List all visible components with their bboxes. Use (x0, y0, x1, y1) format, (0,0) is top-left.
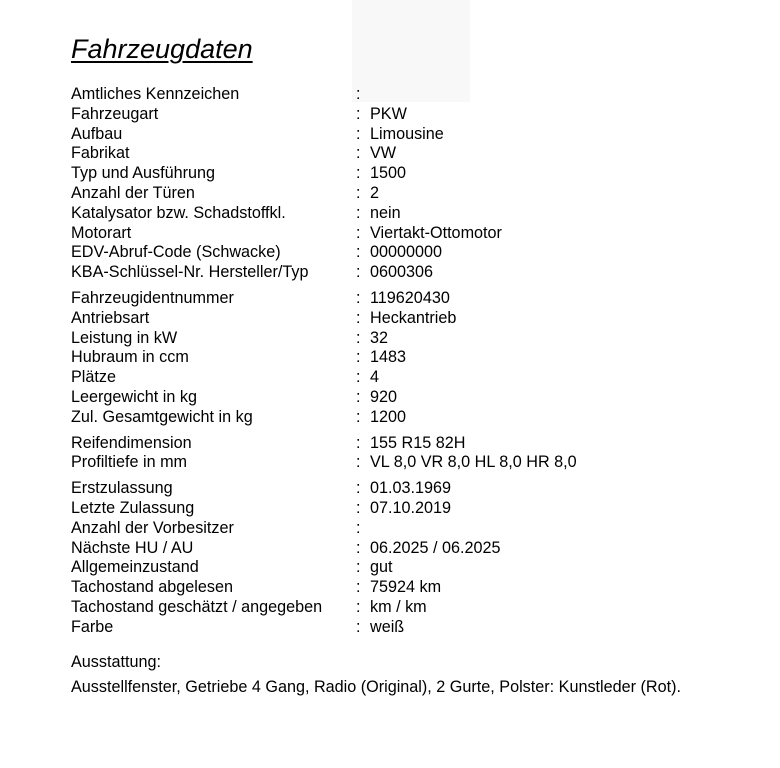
data-group (71, 85, 771, 283)
vehicle-data-table (71, 85, 771, 644)
row-separator: : (356, 124, 361, 143)
row-value: 1200 (370, 407, 407, 426)
row-label: Fahrzeugidentnummer (71, 288, 234, 307)
data-row (71, 243, 771, 263)
equipment-heading: Ausstattung: (71, 653, 161, 671)
equipment-text: Ausstellfenster, Getriebe 4 Gang, Radio (Original), 2 Gurte, Polster: Kunstleder (Rot). (71, 678, 682, 696)
row-label: KBA-Schlüssel-Nr. Hersteller/Typ (71, 263, 309, 282)
row-separator: : (356, 433, 361, 452)
equipment-section (71, 650, 681, 700)
data-row (71, 144, 771, 164)
row-value: Limousine (370, 124, 444, 143)
data-row (71, 388, 771, 408)
row-value: nein (370, 203, 401, 222)
row-separator: : (356, 387, 361, 406)
row-label: Katalysator bzw. Schadstoffkl. (71, 203, 286, 222)
row-label: Aufbau (71, 124, 123, 143)
row-label: Amtliches Kennzeichen (71, 85, 240, 103)
row-separator: : (356, 223, 361, 242)
row-label: Nächste HU / AU (71, 538, 194, 557)
row-label: EDV-Abruf-Code (Schwacke) (71, 243, 281, 262)
row-label: Leergewicht in kg (71, 387, 197, 406)
row-separator: : (356, 263, 361, 282)
data-row (71, 453, 771, 473)
row-separator: : (356, 518, 361, 537)
row-label: Farbe (71, 617, 114, 636)
row-label: Allgemeinzustand (71, 558, 199, 577)
row-separator: : (356, 144, 361, 163)
row-label: Zul. Gesamtgewicht in kg (71, 407, 253, 426)
row-value: 2 (370, 183, 380, 202)
data-row (71, 184, 771, 204)
row-separator: : (356, 308, 361, 327)
data-row (71, 479, 771, 499)
row-separator: : (356, 617, 361, 636)
row-label: Typ und Ausführung (71, 164, 215, 183)
data-row (71, 368, 771, 388)
row-value: 0600306 (370, 263, 434, 282)
data-row (71, 204, 771, 224)
row-value: 1500 (370, 164, 407, 183)
data-row (71, 105, 771, 125)
row-label: Profiltiefe in mm (71, 453, 188, 472)
data-group (71, 434, 771, 474)
row-separator: : (356, 498, 361, 517)
row-separator: : (356, 368, 361, 387)
row-separator: : (356, 104, 361, 123)
row-value: 155 R15 82H (370, 433, 466, 452)
row-label: Letzte Zulassung (71, 498, 195, 517)
row-label: Tachostand abgelesen (71, 578, 234, 597)
data-row (71, 348, 771, 368)
row-value: 119620430 (370, 288, 450, 307)
data-row (71, 434, 771, 454)
row-separator: : (356, 164, 361, 183)
data-group (71, 479, 771, 637)
row-separator: : (356, 558, 361, 577)
row-separator: : (356, 243, 361, 262)
page-title: Fahrzeugdaten (71, 34, 253, 64)
data-row (71, 558, 771, 578)
row-label: Fabrikat (71, 144, 130, 163)
data-row (71, 618, 771, 638)
row-label: Motorart (71, 223, 132, 242)
row-value: Viertakt-Ottomotor (370, 223, 502, 242)
row-value: 01.03.1969 (370, 479, 452, 498)
row-separator: : (356, 288, 361, 307)
row-label: Anzahl der Vorbesitzer (71, 518, 234, 537)
row-value: 1483 (370, 348, 407, 367)
data-row (71, 329, 771, 349)
data-row (71, 598, 771, 618)
row-value: weiß (370, 617, 405, 636)
data-row (71, 289, 771, 309)
row-label: Hubraum in ccm (71, 348, 189, 367)
data-row (71, 309, 771, 329)
row-separator: : (356, 597, 361, 616)
row-value: gut (370, 558, 393, 577)
row-label: Plätze (71, 368, 116, 387)
row-separator: : (356, 183, 361, 202)
data-row (71, 539, 771, 559)
row-value: 06.2025 / 06.2025 (370, 538, 501, 557)
row-label: Erstzulassung (71, 479, 173, 498)
row-separator: : (356, 407, 361, 426)
data-row (71, 519, 771, 539)
row-value: km / km (370, 597, 427, 616)
row-label: Fahrzeugart (71, 104, 159, 123)
row-separator: : (356, 85, 361, 103)
row-label: Tachostand geschätzt / angegeben (71, 597, 323, 616)
row-separator: : (356, 479, 361, 498)
row-value: VW (370, 144, 397, 163)
row-label: Antriebsart (71, 308, 150, 327)
row-label: Leistung in kW (71, 328, 178, 347)
data-row (71, 125, 771, 145)
row-value: Heckantrieb (370, 308, 457, 327)
row-value: 920 (370, 387, 398, 406)
data-row (71, 499, 771, 519)
row-value: 00000000 (370, 243, 443, 262)
data-row (71, 263, 771, 283)
row-value: 32 (370, 328, 389, 347)
data-row (71, 164, 771, 184)
row-value: PKW (370, 104, 407, 123)
row-separator: : (356, 203, 361, 222)
row-label: Reifendimension (71, 433, 192, 452)
row-value: 75924 km (370, 578, 442, 597)
row-separator: : (356, 578, 361, 597)
row-separator: : (356, 538, 361, 557)
row-label: Anzahl der Türen (71, 183, 195, 202)
data-row (71, 85, 771, 105)
row-value: 4 (370, 368, 380, 387)
data-row (71, 224, 771, 244)
row-value: 07.10.2019 (370, 498, 452, 517)
row-value: VL 8,0 VR 8,0 HL 8,0 HR 8,0 (370, 453, 577, 472)
data-group (71, 289, 771, 428)
row-separator: : (356, 348, 361, 367)
row-separator: : (356, 453, 361, 472)
data-row (71, 408, 771, 428)
row-separator: : (356, 328, 361, 347)
data-row (71, 578, 771, 598)
